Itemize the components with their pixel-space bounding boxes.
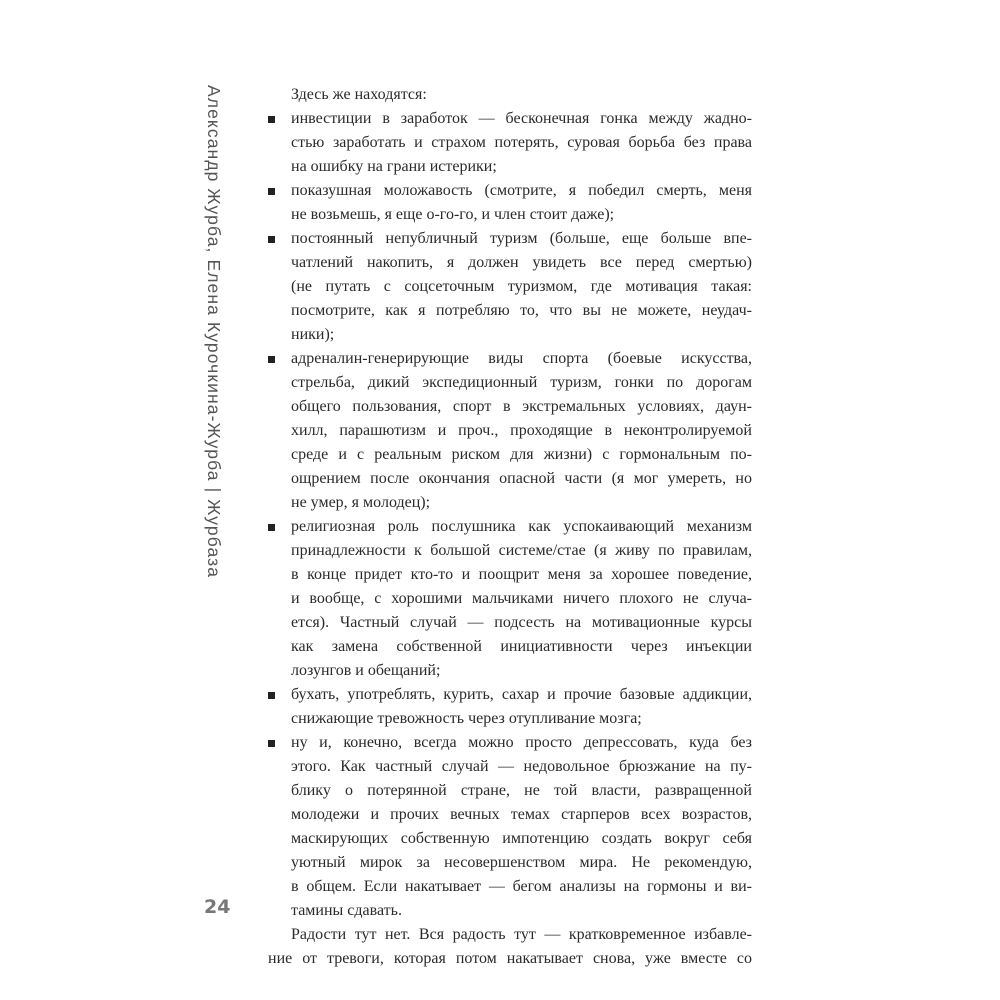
bullet-icon [268,692,275,699]
text-line: ощрением после окончания опасной части (я мог умереть, но [291,470,752,487]
text-line: посмотрите, как я потребляю то, что вы не можете, неудач- [291,302,752,319]
text-line: не возьмешь, я еще о-го-го, и член стоит даже); [291,206,615,223]
text-line: общего пользования, спорт в экстремальных условиях, даун- [291,398,752,415]
text-line: ну и, конечно, всегда можно просто депрессовать, куда без [291,734,752,751]
text-line: бухать, употреблять, курить, сахар и прочие базовые аддикции, [291,686,752,703]
text-line: инвестиции в заработок — бесконечная гонка между жадно- [291,110,752,127]
text-line: уютный мирок за несовершенством мира. Не рекомендую, [291,854,752,871]
bullet-icon [268,356,275,363]
text-line: постоянный непубличный туризм (больше, еще больше впе- [291,230,752,247]
text-line: блику о потерянной стране, не той власти, развращенной [291,782,752,799]
running-head: Александр Журба, Елена Курочкина-Журба | Журбаза [204,85,224,579]
text-line: не умер, я молодец); [291,494,431,511]
bullet-icon [268,236,275,243]
list-item [268,731,752,923]
text-line: молодежи и прочих вечных темах старперов всех возрастов, [291,806,752,823]
intro-line: Здесь же находятся: [291,86,427,103]
text-line: этого. Как частный случай — недовольное брюзжание на пу- [291,758,752,775]
text-line: в конце придет кто-то и поощрит меня за хорошее поведение, [291,566,752,583]
text-line: среде и с реальным риском для жизни) с гормональным по- [291,446,752,463]
text-line: стью заработать и страхом потерять, суровая борьба без права [291,134,752,151]
bullet-icon [268,524,275,531]
text-line: лозунгов и обещаний; [291,662,441,679]
bullet-icon [268,740,275,747]
text-line: и вообще, с хорошими мальчиками ничего плохого не случа- [291,590,752,607]
text-line: ется). Частный случай — подсесть на мотивационные курсы [291,614,752,631]
text-line: религиозная роль послушника как успокаивающий механизм [291,518,752,535]
body-text [268,83,752,971]
text-line: принадлежности к большой системе/стае (я живу по правилам, [291,542,752,559]
paragraph-line: ние от тревоги, которая потом накатывает снова, уже вместе со [268,950,752,967]
page-number: 24 [204,896,231,918]
list-item [268,347,752,515]
bullet-icon [268,116,275,123]
text-line: показушная моложавость (смотрите, я победил смерть, меня [291,182,752,199]
text-line: в общем. Если накатывает — бегом анализы на гормоны и ви- [291,878,752,895]
list-item [268,107,752,179]
list-item [268,683,752,731]
list-item [268,515,752,683]
text-line: стрельба, дикий экспедиционный туризм, гонки по дорогам [291,374,752,391]
paragraph-line: Радости тут нет. Вся радость тут — кратковременное избавле- [291,926,752,943]
list-item [268,179,752,227]
text-line: адреналин-генерирующие виды спорта (боевые искусства, [291,350,752,367]
text-line: ники); [291,326,335,343]
text-line: чатлений накопить, я должен увидеть все перед смертью) [291,254,752,271]
list-item [268,227,752,347]
bullet-icon [268,188,275,195]
text-line: снижающие тревожность через отупливание мозга; [291,710,642,727]
text-line: хилл, парашютизм и проч., проходящие в неконтролируемой [291,422,752,439]
text-line: как замена собственной инициативности через инъекции [291,638,752,655]
text-line: маскирующих собственную импотенцию создать вокруг себя [291,830,752,847]
text-line: (не путать с соцсеточным туризмом, где мотивация такая: [291,278,752,295]
text-line: на ошибку на грани истерики; [291,158,497,175]
text-line: тамины сдавать. [291,902,402,919]
